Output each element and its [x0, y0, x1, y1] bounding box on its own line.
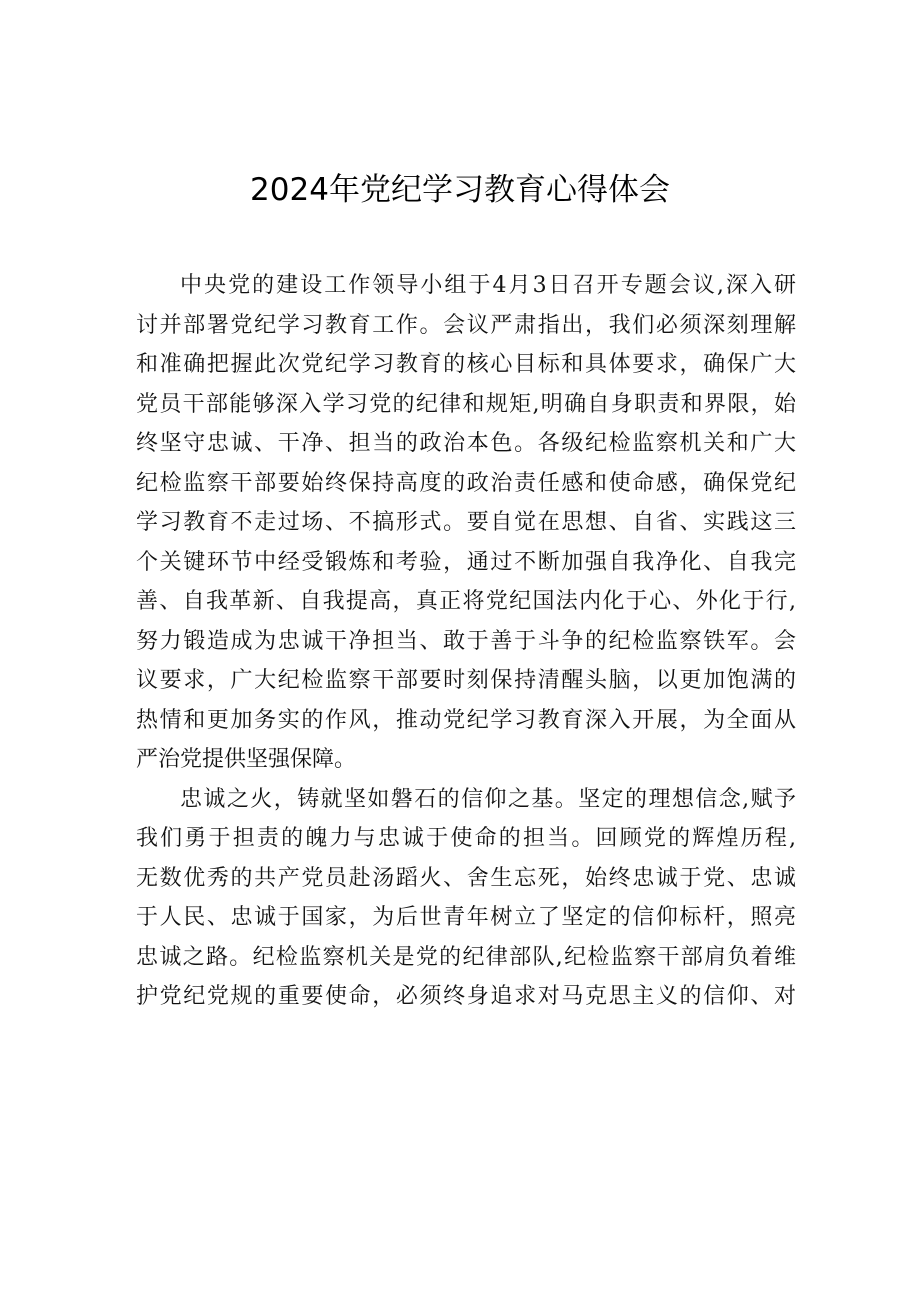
text-line: 我们勇于担责的魄力与忠诚于使命的担当。回顾党的辉煌历程, — [136, 826, 796, 851]
document-title: 2024年党纪学习教育心得体会 — [250, 172, 670, 208]
text-line: 党员干部能够深入学习党的纪律和规矩,明确自身职责和界限，始 — [136, 391, 796, 417]
text-line: 和准确把握此次党纪学习教育的核心目标和具体要求，确保广大 — [136, 352, 796, 377]
text-line: 个关键环节中经受锻炼和考验，通过不断加强自我净化、自我完 — [136, 549, 796, 575]
text-line: 学习教育不走过场、不搞形式。要自觉在思想、自省、实践这三 — [136, 510, 796, 535]
text-line: 中央党的建设工作领导小组于4月3日召开专题会议,深入研 — [180, 273, 796, 298]
text-line: 于人民、忠诚于国家，为后世青年树立了坚定的信仰标杆，照亮 — [136, 905, 796, 930]
text-line: 善、自我革新、自我提高，真正将党纪国法内化于心、外化于行, — [136, 589, 796, 614]
paragraph-1 — [136, 266, 796, 780]
document-body — [136, 266, 796, 1017]
text-line: 忠诚之火，铸就坚如磐石的信仰之基。坚定的理想信念,赋予 — [180, 786, 796, 812]
text-line: 努力锻造成为忠诚干净担当、敢于善于斗争的纪检监察铁军。会 — [136, 628, 796, 654]
text-line: 忠诚之路。纪检监察机关是党的纪律部队,纪检监察干部肩负着维 — [136, 944, 796, 970]
text-line: 热情和更加务实的作风，推动党纪学习教育深入开展，为全面从 — [136, 707, 796, 733]
text-line: 无数优秀的共产党员赴汤蹈火、舍生忘死，始终忠诚于党、忠诚 — [136, 865, 796, 891]
text-line: 终坚守忠诚、干净、担当的政治本色。各级纪检监察机关和广大 — [136, 431, 796, 456]
text-line: 议要求，广大纪检监察干部要时刻保持清醒头脑，以更加饱满的 — [136, 668, 796, 693]
text-line: 护党纪党规的重要使命，必须终身追求对马克思主义的信仰、对 — [136, 984, 796, 1009]
text-line: 讨并部署党纪学习教育工作。会议严肃指出，我们必须深刻理解 — [136, 312, 796, 338]
text-line: 纪检监察干部要始终保持高度的政治责任感和使命感，确保党纪 — [136, 470, 796, 496]
paragraph-2 — [136, 780, 796, 1017]
text-line: 严治党提供坚强保障。 — [136, 747, 357, 772]
